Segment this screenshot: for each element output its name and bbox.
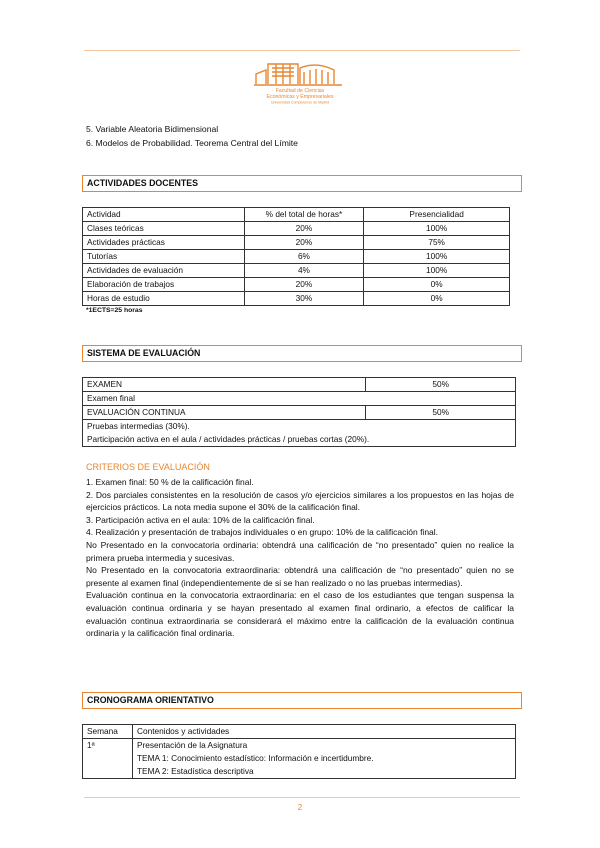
criterio-item: No Presentado en la convocatoria extraordinaria: obtendrá una calificación de “no presentado” quien no se presente al examen final (independientemente de si se han realizado o no las pruebas intermedias). [86, 565, 514, 588]
content-line: TEMA 1: Conocimiento estadístico: Información e incertidumbre. [136, 753, 374, 763]
continua-percent: 50% [366, 406, 516, 420]
header-cell: Presencialidad [364, 208, 510, 222]
table-row [83, 378, 516, 392]
cell-hours: 6% [244, 250, 364, 264]
actividades-table [82, 207, 510, 306]
criterios-list [86, 476, 514, 640]
table-row [83, 250, 510, 264]
svg-text:Universidad Complutense de Mad: Universidad Complutense de Madrid [270, 100, 330, 105]
table-row [83, 264, 510, 278]
table-row [83, 278, 510, 292]
table-row [83, 739, 516, 779]
topic-item: 5. Variable Aleatoria Bidimensional [86, 124, 219, 134]
table-header-row [83, 208, 510, 222]
table-header-row [83, 725, 516, 739]
criterios-title: CRITERIOS DE EVALUACIÓN [86, 462, 210, 472]
examen-percent: 50% [366, 378, 516, 392]
criterio-item: 3. Participación activa en el aula: 10% de la calificación final. [86, 514, 315, 525]
svg-text:Económicas y Empresariales: Económicas y Empresariales [266, 94, 334, 100]
criterio-item: 1. Examen final: 50 % de la calificación final. [86, 477, 254, 487]
header-cell: Semana [83, 725, 133, 739]
header-rule [84, 50, 520, 51]
cell-presence: 100% [364, 250, 510, 264]
continua-detail-line: Participación activa en el aula / actividades prácticas / pruebas cortas (20%). [87, 434, 370, 444]
table-row [83, 292, 510, 306]
cell-hours: 20% [244, 222, 364, 236]
cell-week: 1ª [83, 739, 133, 779]
header-cell: % del total de horas* [244, 208, 364, 222]
cell-hours: 4% [244, 264, 364, 278]
examen-detail: Examen final [83, 392, 516, 406]
content-line: Presentación de la Asignatura [136, 740, 248, 750]
evaluacion-table [82, 377, 516, 447]
faculty-logo [252, 60, 348, 106]
continua-detail-line: Pruebas intermedias (30%). [87, 421, 190, 431]
header-cell: Actividad [83, 208, 245, 222]
cell-activity: Elaboración de trabajos [83, 278, 245, 292]
topic-item: 6. Modelos de Probabilidad. Teorema Central del Límite [86, 138, 298, 148]
cell-hours: 20% [244, 278, 364, 292]
ects-note: *1ECTS=25 horas [86, 307, 143, 314]
cell-hours: 20% [244, 236, 364, 250]
examen-label: EXAMEN [83, 378, 366, 392]
table-row [83, 222, 510, 236]
cell-contents [132, 739, 515, 779]
section-title-evaluacion: SISTEMA DE EVALUACIÓN [82, 345, 522, 362]
cell-hours: 30% [244, 292, 364, 306]
table-row [83, 392, 516, 406]
criterio-item: 2. Dos parciales consistentes en la resolución de casos y/o ejercicios similares a los propuestos en las hojas de ejercicios prácticos. La nota media supone el 30% de la calificación final. [86, 489, 514, 513]
table-row [83, 420, 516, 447]
cronograma-table [82, 724, 516, 779]
cell-presence: 75% [364, 236, 510, 250]
page-number: 2 [297, 803, 303, 812]
cell-activity: Actividades de evaluación [83, 264, 245, 278]
criterio-item: No Presentado en la convocatoria ordinaria: obtendrá una calificación de “no presentado” quien no realice la primera prueba intermedia y sucesivas. [86, 539, 514, 563]
cell-activity: Actividades prácticas [83, 236, 245, 250]
continua-detail [83, 420, 516, 447]
criterio-item: Evaluación continua en la convocatoria extraordinaria: en el caso de los estudiantes que tengan suspensa la evaluación continua ordinaria y se hayan presentado al examen final ordinario, a efectos de calificar la evaluación continua extraordinaria se considerará el máximo entre la calificación de la evaluación continua ordinaria y la calificación final ordinaria. [86, 590, 514, 639]
cell-presence: 0% [364, 278, 510, 292]
continua-label: EVALUACIÓN CONTINUA [83, 406, 366, 420]
section-title-cronograma: CRONOGRAMA ORIENTATIVO [82, 692, 522, 709]
topic-list [86, 122, 298, 150]
cell-activity: Horas de estudio [83, 292, 245, 306]
footer-rule [84, 797, 520, 798]
criterio-item: 4. Realización y presentación de trabajos individuales o en grupo: 10% de la calificación final. [86, 527, 439, 538]
cell-presence: 100% [364, 264, 510, 278]
header-cell: Contenidos y actividades [132, 725, 515, 739]
svg-text:Facultad de Ciencias: Facultad de Ciencias [275, 88, 325, 94]
section-title-actividades: ACTIVIDADES DOCENTES [82, 175, 522, 192]
cell-presence: 0% [364, 292, 510, 306]
cell-activity: Clases teóricas [83, 222, 245, 236]
cell-presence: 100% [364, 222, 510, 236]
cell-activity: Tutorías [83, 250, 245, 264]
table-row [83, 236, 510, 250]
content-line: TEMA 2: Estadística descriptiva [136, 766, 254, 776]
table-row [83, 406, 516, 420]
